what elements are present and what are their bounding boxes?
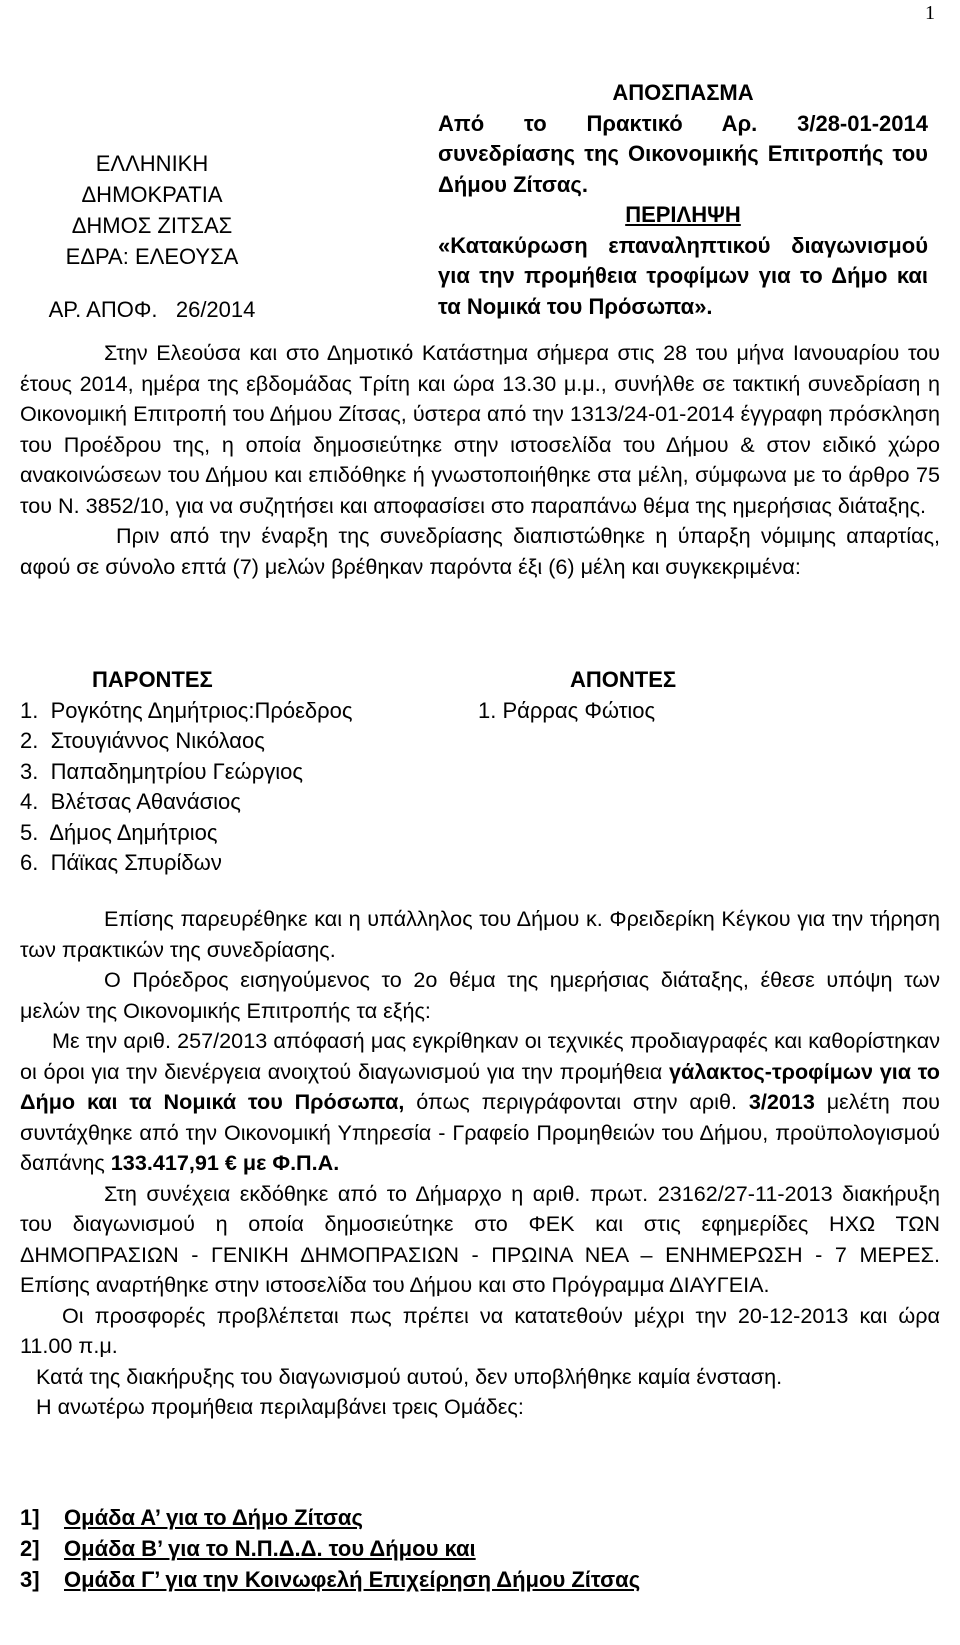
paragraph-groups-intro: Η ανωτέρω προμήθεια περιλαμβάνει τρεις Ομάδες: xyxy=(36,1394,524,1419)
country-line: ΕΛΛΗΝΙΚΗ ΔΗΜΟΚΡΑΤΙΑ xyxy=(81,151,223,207)
decision-number: ΑΡ. ΑΠΟΦ. 26/2014 xyxy=(48,297,256,322)
absent-member: 1. Ράρρας Φώτιος xyxy=(478,697,656,723)
group-label: Ομάδα Α’ για το Δήμο Ζίτσας xyxy=(64,1505,363,1530)
present-title: ΠΑΡΟΝΤΕΣ xyxy=(92,667,213,692)
group-label: Ομάδα Β’ για το Ν.Π.Δ.Δ. του Δήμου και xyxy=(64,1536,476,1561)
seat-line: ΕΔΡΑ: ΕΛΕΟΥΣΑ xyxy=(65,244,239,269)
header-right xyxy=(438,78,928,322)
present-member: 5. Δήμος Δημήτριος xyxy=(20,819,218,845)
present-member: 6. Πάϊκας Σπυρίδων xyxy=(20,850,222,875)
paragraph-objections: Κατά της διακήρυξης του διαγωνισμού αυτού, δεν υποβλήθηκε καμία ένσταση. xyxy=(36,1363,783,1389)
paragraph-declaration: Στη συνέχεια εκδόθηκε από το Δήμαρχο η αριθ. πρωτ. 23162/27-11-2013 διακήρυξη του διαγωνισμού η οποία δημοσιεύτηκε στο ΦΕΚ και στις εφημερίδες ΗΧΩ ΤΩΝ ΔΗΜΟΠΡΑΣΙΩΝ - ΓΕΝΙΚΗ ΔΗΜΟΠΡΑΣΙΩΝ - ΠΡΩΙΝΑ ΝΕΑ – ΕΝΗΜΕΡΩΣΗ - 7 ΜΕΡΕΣ. Επίσης αναρτήθηκε στην ιστοσελίδα του Δήμου και στο Πρόγραμμα ΔΙΑΥΓΕΙΑ. xyxy=(20,1180,940,1297)
absent-list xyxy=(470,665,930,726)
paragraph-deadline: Οι προσφορές προβλέπεται πως πρέπει να κατατεθούν μέχρι την 20-12-2013 και ώρα 11.00 π.μ. xyxy=(20,1302,940,1358)
decision-text-e: μελέτη που συντάχθηκε από την Οικονομική Υπηρεσία - Γραφείο Προμηθειών του Δήμου, προϋπολογισμού δαπάνης xyxy=(20,1089,940,1175)
document-title: ΑΠΟΣΠΑΣΜΑ xyxy=(612,80,754,105)
paragraph-president: Ο Πρόεδρος εισηγούμενος το 2ο θέμα της ημερήσιας διάταξης, έθεσε υπόψη των μελών της Οικονομικής Επιτροπής τα εξής: xyxy=(20,967,940,1023)
group-item xyxy=(20,1502,940,1533)
minutes-reference: Από το Πρακτικό Αρ. 3/28-01-2014 συνεδρίασης της Οικονομικής Επιτροπής του Δήμου Ζίτσας. xyxy=(438,110,928,197)
intro-paragraph-2: Πριν από την έναρξη της συνεδρίασης διαπιστώθηκε η ύπαρξη νόμιμης απαρτίας, αφού σε σύνολο επτά (7) μελών βρέθηκαν παρόντα έξι (6) μέλη και συγκεκριμένα: xyxy=(20,523,940,579)
present-member: 4. Βλέτσας Αθανάσιος xyxy=(20,789,241,814)
summary-title: ΠΕΡΙΛΗΨΗ xyxy=(625,202,741,227)
decision-text-c: όπως περιγράφονται στην αριθ. xyxy=(404,1089,749,1114)
absent-title: ΑΠΟΝΤΕΣ xyxy=(570,667,677,692)
group-label: Ομάδα Γ’ για την Κοινωφελή Επιχείρηση Δήμου Ζίτσας xyxy=(64,1567,641,1592)
summary-text: «Κατακύρωση επαναληπτικού διαγωνισμού για την προμήθεια τροφίμων για το Δήμο και τα Νομικά του Πρόσωπα». xyxy=(438,232,928,319)
body-section xyxy=(20,904,940,1423)
header-left xyxy=(32,148,272,325)
present-list xyxy=(20,665,460,879)
paragraph-decision xyxy=(20,1026,940,1179)
municipality-line: ΔΗΜΟΣ ΖΙΤΣΑΣ xyxy=(71,213,233,238)
group-item xyxy=(20,1564,940,1595)
present-member: 1. Ρογκότης Δημήτριος:Πρόεδρος xyxy=(20,697,353,723)
intro-paragraph-1: Στην Ελεούσα και στο Δημοτικό Κατάστημα σήμερα στις 28 του μήνα Ιανουαρίου του έτους 2014, ημέρα της εβδομάδας Τρίτη και ώρα 13.30 μ.μ., συνήλθε σε τακτική συνεδρίαση η Οικονομική Επιτροπή του Δήμου Ζίτσας, ύστερα από την 1313/24-01-2014 έγγραφη πρόσκληση του Προέδρου της, η οποία δημοσιεύτηκε στην ιστοσελίδα του Δήμου & στον ειδικό χώρο ανακοινώσεων του Δήμου και επιδόθηκε ή γνωστοποιήθηκε στα μέλη, σύμφωνα με το άρθρο 75 του Ν. 3852/10, για να συζητήσει και αποφασίσει στο παραπάνω θέμα της ημερήσιας διάταξης. xyxy=(20,340,940,518)
present-member: 3. Παπαδημητρίου Γεώργιος xyxy=(20,758,303,784)
group-number: 2] xyxy=(20,1536,40,1561)
group-number: 3] xyxy=(20,1567,40,1592)
group-number: 1] xyxy=(20,1505,40,1530)
groups-list xyxy=(20,1502,940,1595)
present-member: 2. Στουγιάννος Νικόλαος xyxy=(20,728,265,753)
decision-subject: γάλακτος-τροφίμων για το Δήμο και τα Νομικά του Πρόσωπα, xyxy=(20,1058,940,1114)
study-number: 3/2013 xyxy=(748,1089,815,1114)
budget-amount: 133.417,91 € με Φ.Π.Α. xyxy=(110,1150,340,1175)
page-number: 1 xyxy=(925,2,935,24)
paragraph-staff: Επίσης παρευρέθηκε και η υπάλληλος του Δήμου κ. Φρειδερίκη Κέγκου για την τήρηση των πρακτικών της συνεδρίασης. xyxy=(20,906,940,962)
group-item xyxy=(20,1533,940,1564)
decision-text-a: Με την αριθ. 257/2013 απόφασή μας εγκρίθηκαν οι τεχνικές προδιαγραφές και καθορίστηκαν οι όροι για την διενέργεια ανοιχτού διαγωνισμού για την προμήθεια xyxy=(20,1028,940,1084)
intro-section xyxy=(20,338,940,582)
